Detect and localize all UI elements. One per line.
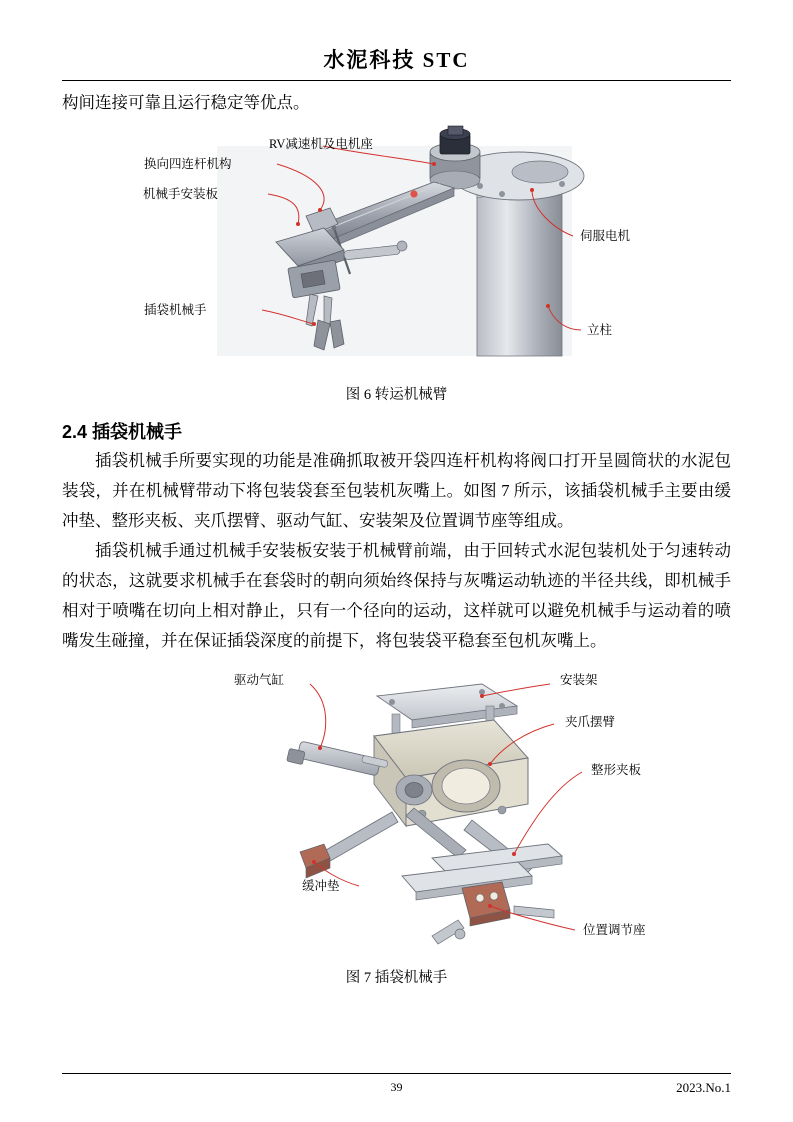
callout-mounting-frame: 安装架 bbox=[560, 673, 598, 687]
callout-rv-reducer: RV减速机及电机座 bbox=[269, 137, 373, 151]
journal-title: 水泥科技 STC bbox=[323, 48, 470, 72]
callout-swing-arm: 夹爪摆臂 bbox=[565, 715, 616, 729]
paragraph-1: 插袋机械手所要实现的功能是准确抓取被开袋四连杆机构将阀口打开呈圆筒状的水泥包装袋，并在机械臂带动下将包装袋套至包装机灰嘴上。如图 7 所示，该插袋机械手主要由缓冲垫、整形夹板、夹爪摆臂、驱动气缸、安装架及位置调节座等组成。 bbox=[62, 451, 731, 530]
callout-cushion-pad: 缓冲垫 bbox=[302, 879, 340, 893]
figure-7-caption: 图 7 插袋机械手 bbox=[345, 970, 448, 986]
footer-divider bbox=[62, 1073, 731, 1074]
header-divider bbox=[62, 80, 731, 81]
section-heading-2-4: 2.4 插袋机械手 bbox=[62, 422, 183, 442]
callout-servo-motor: 伺服电机 bbox=[580, 229, 631, 243]
callout-drive-cylinder: 驱动气缸 bbox=[234, 673, 285, 687]
figure-7 bbox=[62, 662, 731, 962]
figure-6-caption: 图 6 转运机械臂 bbox=[345, 387, 448, 403]
callout-position-adjuster: 位置调节座 bbox=[583, 923, 646, 937]
callout-mounting-plate: 机械手安装板 bbox=[143, 187, 219, 201]
callout-bag-gripper: 插袋机械手 bbox=[144, 303, 207, 317]
page-header bbox=[0, 44, 793, 74]
figure-6 bbox=[62, 124, 731, 379]
callout-column: 立柱 bbox=[587, 323, 613, 337]
page-footer bbox=[62, 1080, 731, 1100]
page-content bbox=[62, 88, 731, 987]
issue-label: 2023.No.1 bbox=[676, 1080, 731, 1095]
callout-shaping-plate: 整形夹板 bbox=[591, 763, 642, 777]
callout-four-bar-linkage: 换向四连杆机构 bbox=[144, 157, 232, 171]
page-number: 39 bbox=[390, 1080, 403, 1094]
paragraph-continuation: 构间连接可靠且运行稳定等优点。 bbox=[62, 93, 310, 112]
figure-7-illustration bbox=[62, 662, 731, 962]
paragraph-2: 插袋机械手通过机械手安装板安装于机械臂前端，由于回转式水泥包装机处于匀速转动的状态，这就要求机械手在套袋时的朝向须始终保持与灰嘴运动轨迹的半径共线，即机械手相对于喷嘴在切向上相对静止，只有一个径向的运动，这样就可以避免机械手与运动着的喷嘴发生碰撞，并在保证插袋深度的前提下，将包装袋平稳套至包机灰嘴上。 bbox=[62, 541, 731, 650]
